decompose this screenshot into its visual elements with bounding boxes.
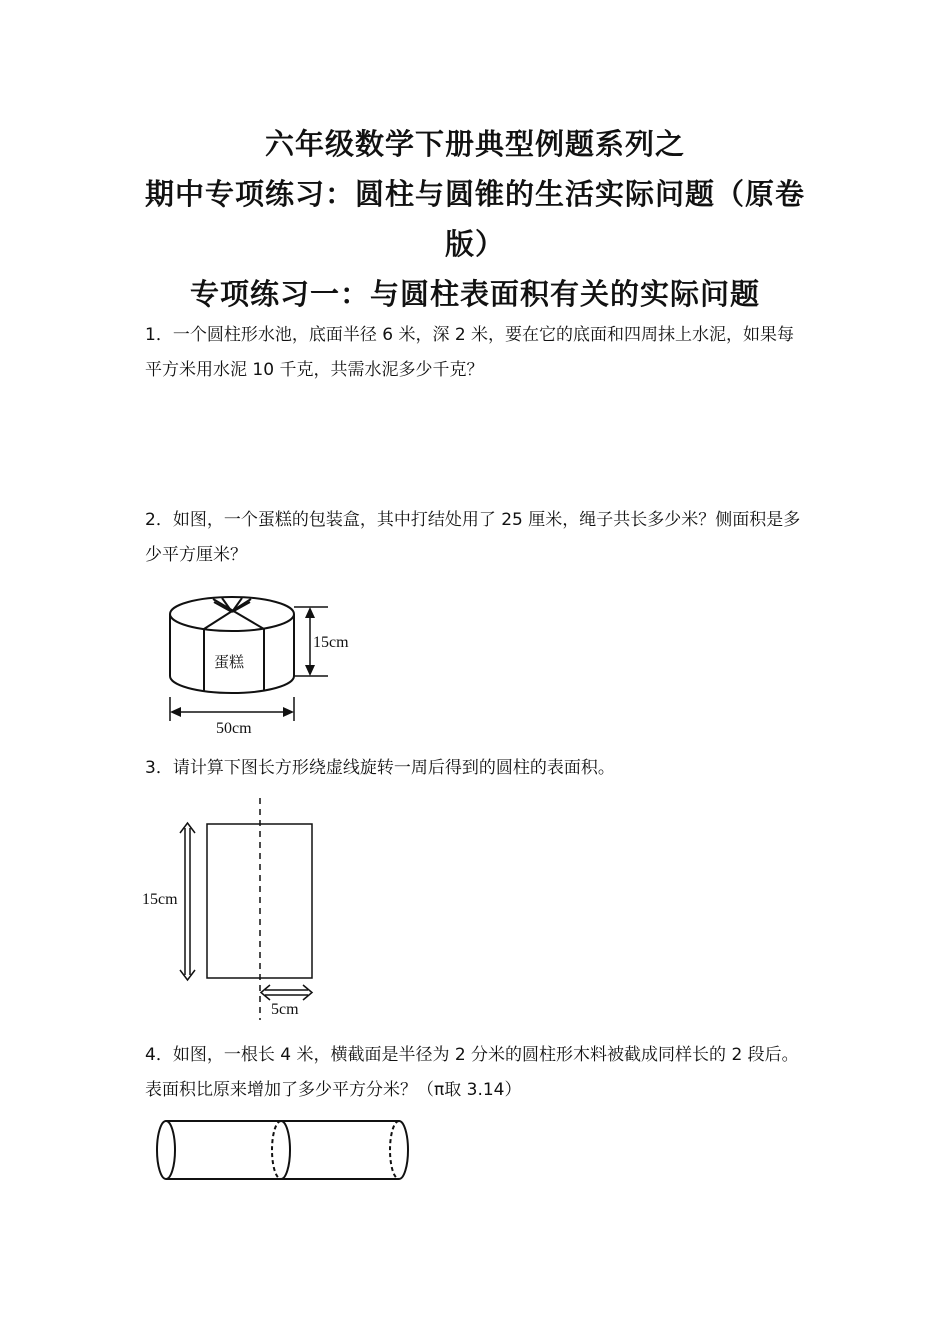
- log-right-end-hidden: [390, 1121, 399, 1179]
- document-title-line3: 版）: [444, 227, 505, 261]
- rectangle-width-label: 5cm: [271, 1001, 299, 1018]
- cake-box-figure: [150, 585, 370, 740]
- question-2: 2．如图，一个蛋糕的包装盒，其中打结处用了 25 厘米，绳子共长多少米？侧面积是多少平方厘米？: [145, 510, 801, 565]
- width-arrowhead-right: [303, 985, 312, 1000]
- cut-section-back: [272, 1121, 281, 1179]
- document-title-line2: 期中专项练习：圆柱与圆锥的生活实际问题（原卷: [144, 177, 805, 211]
- height-arrow-down: [305, 665, 315, 676]
- log-right-end: [399, 1121, 408, 1179]
- document-title-line1: 六年级数学下册典型例题系列之: [264, 127, 685, 161]
- question-1: 1．一个圆柱形水池，底面半径 6 米，深 2 米，要在它的底面和四周抹上水泥，如果每平方米用水泥 10 千克，共需水泥多少千克？: [145, 325, 795, 380]
- question-3: 3．请计算下图长方形绕虚线旋转一周后得到的圆柱的表面积。: [145, 758, 615, 778]
- section-heading: 专项练习一：与圆柱表面积有关的实际问题: [189, 277, 760, 311]
- width-arrow-right: [283, 707, 294, 717]
- log-cylinder-figure: [150, 1115, 420, 1185]
- width-arrowhead-left: [261, 985, 270, 1000]
- cake-width-label: 50cm: [216, 720, 252, 737]
- height-arrowhead-top: [180, 823, 195, 833]
- rectangle-height-label: 15cm: [142, 891, 178, 908]
- cake-height-label: 15cm: [313, 634, 349, 651]
- log-left-end: [157, 1121, 175, 1179]
- width-arrow-left: [170, 707, 181, 717]
- cake-top-ellipse: [170, 597, 294, 631]
- question-4: 4．如图，一根长 4 米，横截面是半径为 2 分米的圆柱形木料被截成同样长的 2 段后。表面积比原来增加了多少平方分米？（π取 3.14）: [145, 1045, 799, 1100]
- cut-section-front: [281, 1121, 290, 1179]
- rectangle-figure: [140, 795, 340, 1025]
- ribbon-top-1: [204, 599, 251, 629]
- height-arrowhead-bottom: [180, 970, 195, 980]
- cake-label: 蛋糕: [214, 653, 245, 671]
- cake-bottom-arc: [170, 676, 294, 693]
- height-arrow-up: [305, 607, 315, 618]
